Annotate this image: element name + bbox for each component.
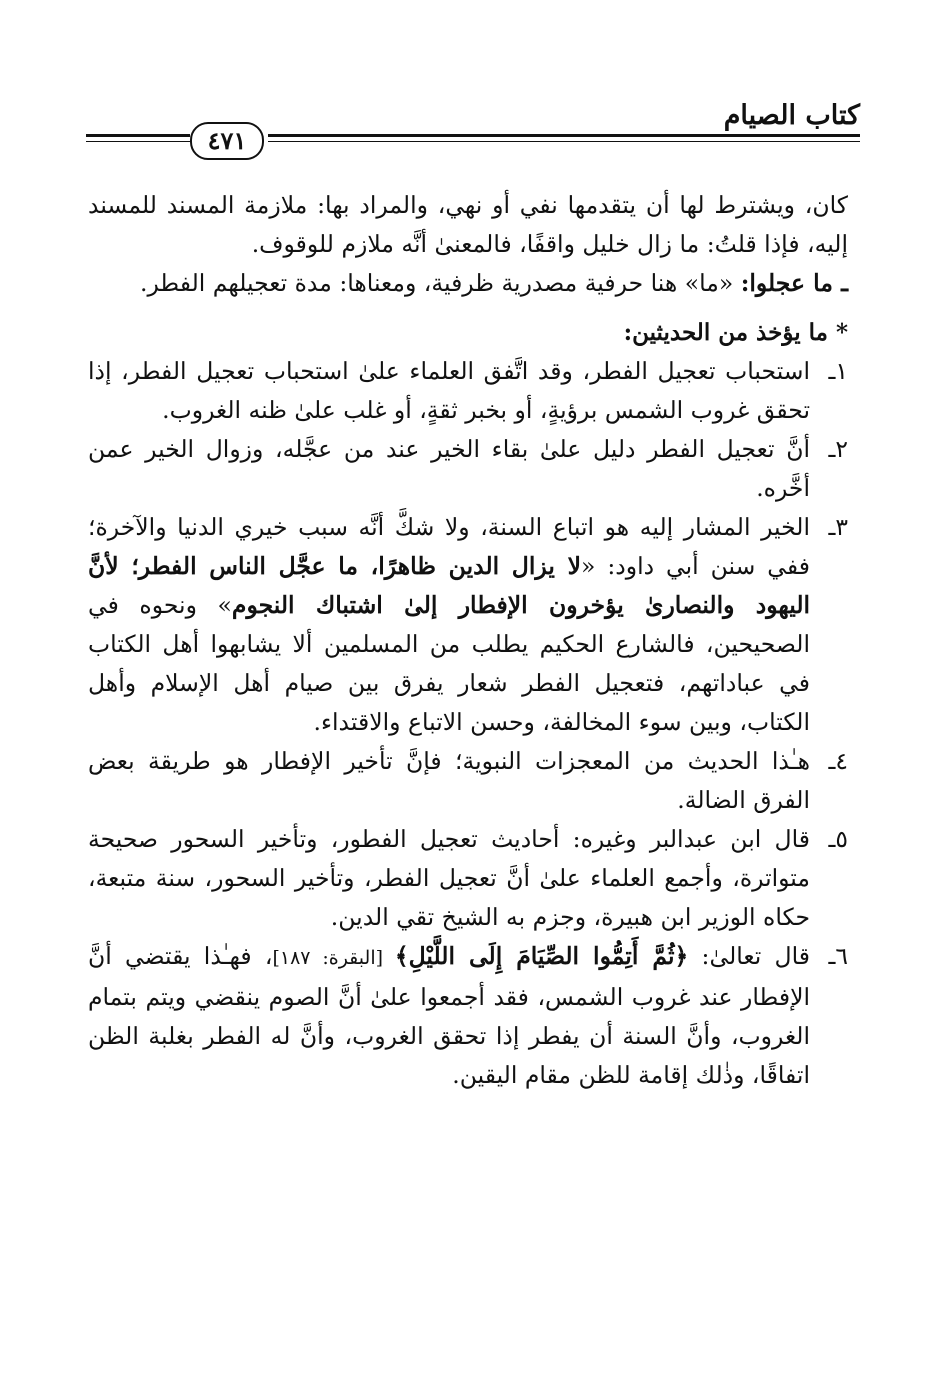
- item-text: أنَّ تعجيل الفطر دليل علىٰ بقاء الخير عند من عجَّله، وزوال الخير عمن أخَّره.: [88, 435, 810, 502]
- page-number: ٤٧١: [190, 122, 264, 160]
- item-text-continued: » ونحوه في الصحيحين، فالشارع الحكيم يطلب من المسلمين ألا يشابهوا أهل الكتاب في عباداتهم، فتعجيل الفطر شعار يفرق بين صيام أهل الإسلام وأهل الكتاب، وبين سوء المخالفة، وحسن الاتباع والاقتداء.: [88, 591, 810, 736]
- list-item: [88, 937, 848, 1095]
- item-text: الخير المشار إليه هو اتباع السنة، ولا شكَّ أنَّه سبب خيري الدنيا والآخرة؛ ففي سنن أبي داود: «: [88, 513, 810, 580]
- item-text: استحباب تعجيل الفطر، وقد اتَّفق العلماء علىٰ استحباب تعجيل الفطر، إذا تحقق غروب الشمس برؤيةٍ، أو بخبر ثقةٍ، أو غلب علىٰ ظنه الغروب.: [88, 357, 810, 424]
- list-item: [88, 352, 848, 430]
- term-note: [88, 264, 848, 303]
- intro-paragraph: كان، ويشترط لها أن يتقدمها نفي أو نهي، والمراد بها: ملازمة المسند للمسند إليه، فإذا قلتُ: ما زال خليل واقفًا، فالمعنىٰ أنَّه ملازم للوقوف.: [88, 191, 848, 258]
- item-text: قال ابن عبدالبر وغيره: أحاديث تعجيل الفطور، وتأخير السحور صحيحة متواترة، وأجمع العلماء علىٰ أنَّ تعجيل الفطر، وتأخير السحور، سنة متبعة، حكاه الوزير ابن هبيرة، وجزم به الشيخ تقي الدين.: [88, 825, 810, 931]
- quran-verse: ﴿ثُمَّ أَتِمُّوا الصِّيَامَ إِلَى اللَّيْلِ﴾: [394, 942, 689, 970]
- list-item: [88, 820, 848, 937]
- item-text-continued: ، فهـٰذا يقتضي أنَّ الإفطار عند غروب الشمس، فقد أجمعوا علىٰ أنَّ الصوم ينقضي ويتم بتمام الغروب، وأنَّ السنة أن يفطر إذا تحقق الغروب، وأنَّ له الفطر بغلبة الظن اتفاقًا، وذٰلك إقامة للظن مقام اليقين.: [88, 942, 810, 1089]
- item-number: ٦ـ: [828, 942, 848, 970]
- book-title: كتاب الصيام: [723, 100, 860, 131]
- item-number: ٥ـ: [828, 825, 848, 853]
- term-explanation: «ما» هنا حرفية مصدرية ظرفية، ومعناها: مدة تعجيلهم الفطر.: [140, 269, 741, 297]
- list-item: [88, 430, 848, 508]
- header-rule-thin-left: [86, 141, 190, 142]
- list-item: [88, 508, 848, 742]
- term-label: ـ ما عجلوا:: [740, 269, 848, 297]
- item-number: ٣ـ: [828, 513, 848, 541]
- item-number: ٤ـ: [828, 747, 848, 775]
- list-item: [88, 742, 848, 820]
- page-body: [88, 186, 848, 1095]
- header-rule-thick-left: [86, 134, 190, 137]
- page-header: [86, 92, 860, 162]
- header-rule-thin-right: [268, 141, 860, 142]
- item-number: ٢ـ: [828, 435, 848, 463]
- item-text: هـٰذا الحديث من المعجزات النبوية؛ فإنَّ تأخير الإفطار هو طريقة بعض الفرق الضالة.: [88, 747, 810, 814]
- header-rule-thick-right: [268, 134, 860, 137]
- item-text: قال تعالىٰ:: [688, 942, 810, 970]
- section-heading: * ما يؤخذ من الحديثين:: [623, 319, 848, 346]
- hadith-quote: لا يزال الدين ظاهرًا، ما عجَّل الناس الفطر؛ لأنَّ اليهود والنصارىٰ يؤخرون الإفطار إلىٰ اشتباك النجوم: [88, 552, 811, 619]
- item-number: ١ـ: [828, 357, 848, 385]
- verse-reference: [البقرة: ١٨٧]: [272, 947, 395, 969]
